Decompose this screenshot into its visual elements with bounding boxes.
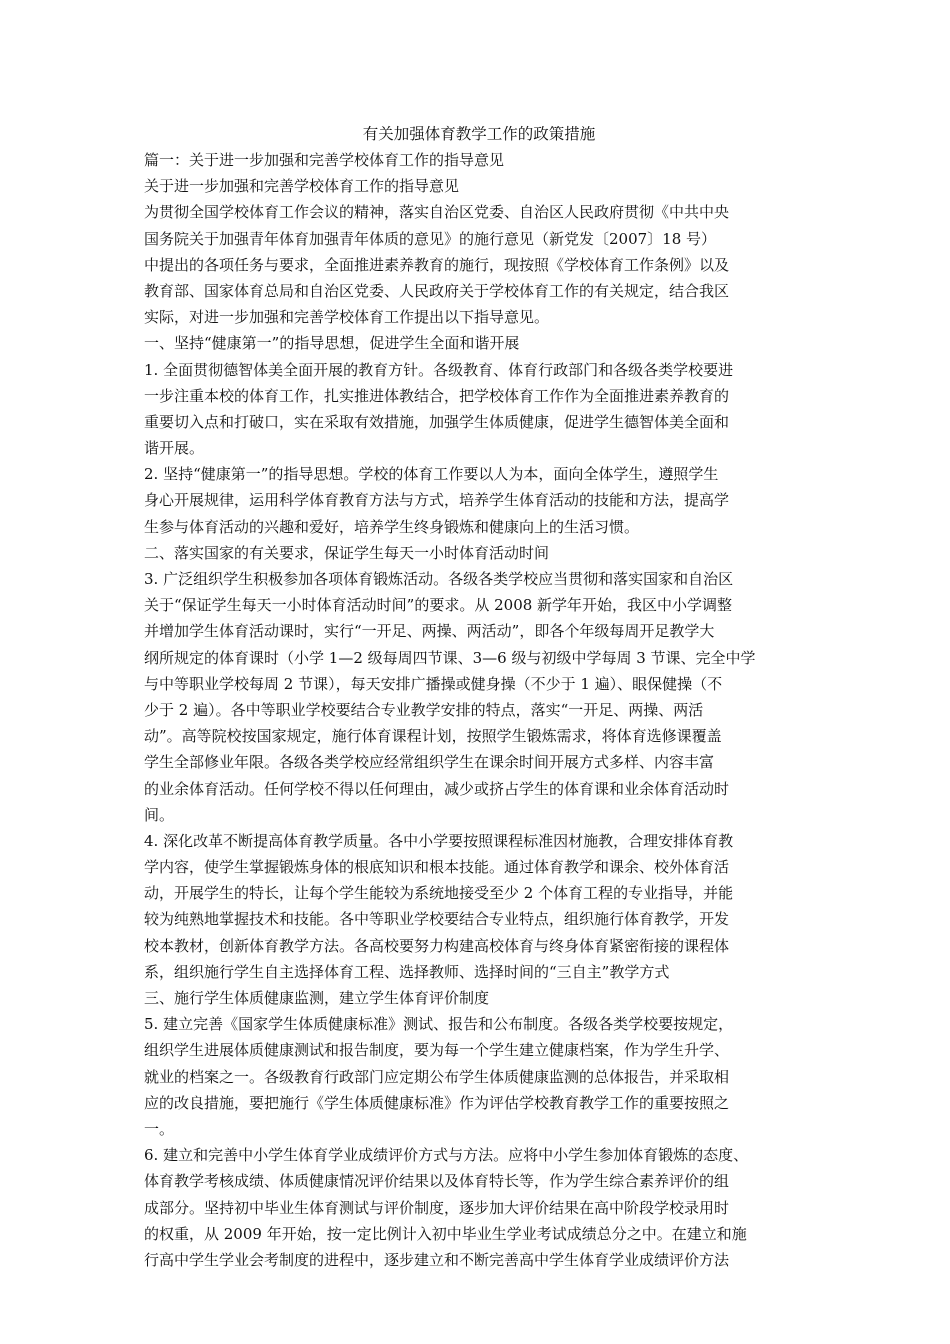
document-page [144, 121, 814, 1273]
text-line: 成部分。坚持初中毕业生体育测试与评价制度，逐步加大评价结果在高中阶段学校录用时 [144, 1198, 730, 1217]
text-line: 的业余体育活动。任何学校不得以任何理由，减少或挤占学生的体育课和业余体育活动时 [144, 779, 730, 798]
text-line: 关于“保证学生每天一小时体育活动时间”的要求。从 2008 新学年开始，我区中小学调整 [144, 596, 733, 615]
text-line: 的权重，从 2009 年开始，按一定比例计入初中毕业生学业考试成绩总分之中。在建立和施 [144, 1224, 747, 1243]
text-line: 并增加学生体育活动课时，实行“一开足、两操、两活动”，即各个年级每周开足教学大 [144, 622, 715, 641]
text-line: 教育部、国家体育总局和自治区党委、人民政府关于学校体育工作的有关规定，结合我区 [144, 281, 730, 300]
text-line: 校本教材，创新体育教学方法。各高校要努力构建高校体育与终身体育紧密衔接的课程体 [144, 936, 730, 955]
text-line: 组织学生进展体质健康测试和报告制度，要为每一个学生建立健康档案，作为学生升学、 [144, 1041, 730, 1060]
text-line: 生参与体育活动的兴趣和爱好，培养学生终身锻炼和健康向上的生活习惯。 [144, 517, 640, 536]
text-line: 2. 坚持“健康第一”的指导思想。学校的体育工作要以人为本，面向全体学生，遵照学生 [144, 465, 719, 484]
text-line: 行高中学生学业会考制度的进程中，逐步建立和不断完善高中学生体育学业成绩评价方法 [144, 1250, 730, 1269]
text-line: 体育教学考核成绩、体质健康情况评价结果以及体育特长等，作为学生综合素养评价的组 [144, 1172, 730, 1191]
text-line: 系，组织施行学生自主选择体育工程、选择教师、选择时间的“三自主”教学方式 [144, 962, 670, 981]
text-line: 间。 [144, 805, 175, 824]
text-line: 一。 [144, 1119, 175, 1138]
text-line: 中提出的各项任务与要求，全面推进素养教育的施行，现按照《学校体育工作条例》以及 [144, 255, 730, 274]
text-line: 较为纯熟地掌握技术和技能。各中等职业学校要结合专业特点，组织施行体育教学，开发 [144, 910, 730, 929]
text-line: 二、落实国家的有关要求，保证学生每天一小时体育活动时间 [144, 543, 550, 562]
text-line: 一步注重本校的体育工作，扎实推进体教结合，把学校体育工作作为全面推进素养教育的 [144, 386, 730, 405]
text-line: 动”。高等院校按国家规定，施行体育课程计划，按照学生锻炼需求，将体育选修课覆盖 [144, 727, 722, 746]
text-line: 5. 建立完善《国家学生体质健康标准》测试、报告和公布制度。各级各类学校要按规定， [144, 1015, 734, 1034]
text-line: 3. 广泛组织学生积极参加各项体育锻炼活动。各级各类学校应当贯彻和落实国家和自治区 [144, 570, 734, 588]
text-line: 实际，对进一步加强和完善学校体育工作提出以下指导意见。 [144, 308, 550, 327]
text-line: 就业的档案之一。各级教育行政部门应定期公布学生体质健康监测的总体报告，并采取相 [144, 1067, 730, 1086]
text-line: 篇一：关于进一步加强和完善学校体育工作的指导意见 [144, 151, 505, 169]
text-line: 动，开展学生的特长，让每个学生能较为系统地接受至少 2 个体育工程的专业指导，并能 [144, 884, 734, 903]
text-line: 学内容，使学生掌握锻炼身体的根底知识和根本技能。通过体育教学和课余、校外体育活 [144, 858, 730, 877]
text-line: 重要切入点和打破口，实在采取有效措施，加强学生体质健康，促进学生德智体美全面和 [144, 412, 730, 431]
text-line: 身心开展规律，运用科学体育教育方法与方式，培养学生体育活动的技能和方法，提高学 [144, 491, 730, 510]
text-line: 6. 建立和完善中小学生体育学业成绩评价方式与方法。应将中小学生参加体育锻炼的态度、 [144, 1146, 749, 1165]
text-line: 少于 2 遍）。各中等职业学校要结合专业教学安排的特点，落实“一开足、两操、两活 [144, 700, 704, 719]
text-line: 谐开展。 [144, 439, 205, 458]
text-line: 国务院关于加强青年体育加强青年体质的意见》的施行意见（新党发〔2007〕18 号） [144, 229, 717, 248]
text-line: 应的改良措施，要把施行《学生体质健康标准》作为评估学校教育教学工作的重要按照之 [144, 1093, 730, 1112]
text-line: 与中等职业学校每周 2 节课），每天安排广播操或健身操（不少于 1 遍）、眼保健操（不 [144, 674, 723, 693]
text-line: 纲所规定的体育课时（小学 1—2 级每周四节课、3—6 级与初级中学每周 3 节课、完全中学 [144, 648, 756, 667]
text-line: 三、施行学生体质健康监测，建立学生体育评价制度 [144, 989, 490, 1007]
text-line: 学生全部修业年限。各级各类学校应经常组织学生在课余时间开展方式多样、内容丰富 [144, 753, 715, 772]
text-line: 一、坚持“健康第一”的指导思想，促进学生全面和谐开展 [144, 334, 520, 353]
text-line: 1. 全面贯彻德智体美全面开展的教育方针。各级教育、体育行政部门和各级各类学校要进 [144, 360, 734, 379]
document-title: 有关加强体育教学工作的政策措施 [362, 125, 596, 143]
document-body [144, 147, 814, 1273]
text-line: 4. 深化改革不断提高体育教学质量。各中小学要按照课程标准因材施教，合理安排体育教 [144, 831, 734, 850]
text-line: 为贯彻全国学校体育工作会议的精神，落实自治区党委、自治区人民政府贯彻《中共中央 [144, 203, 730, 222]
text-line: 关于进一步加强和完善学校体育工作的指导意见 [144, 177, 460, 196]
